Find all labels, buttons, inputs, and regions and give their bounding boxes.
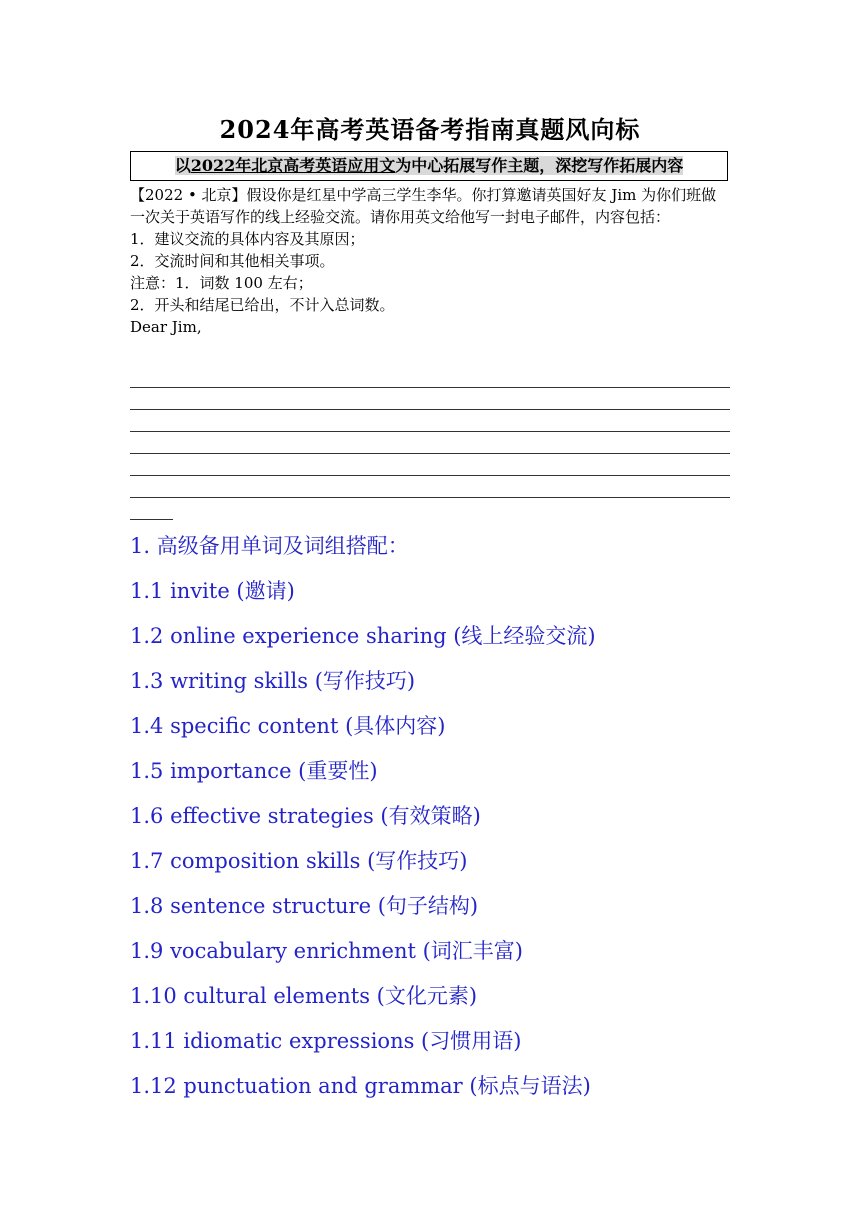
writing-prompt bbox=[130, 184, 730, 338]
vocab-item: 1.3 writing skills (写作技巧) bbox=[130, 669, 416, 693]
vocab-item: 1.8 sentence structure (句子结构) bbox=[130, 894, 479, 918]
answer-line bbox=[130, 366, 730, 388]
answer-line bbox=[130, 476, 730, 498]
subtitle-text bbox=[175, 156, 684, 175]
vocab-heading: 1. 高级备用单词及词组搭配： bbox=[130, 534, 409, 558]
subtitle-box bbox=[130, 151, 728, 181]
vocab-item: 1.7 composition skills (写作技巧) bbox=[130, 849, 468, 873]
letter-salutation: Dear Jim, bbox=[130, 318, 202, 336]
prompt-point-2: 2．交流时间和其他相关事项。 bbox=[130, 252, 335, 270]
prompt-intro: 【2022 • 北京】假设你是红星中学高三学生李华。你打算邀请英国好友 Jim 为你们班做一次关于英语写作的线上经验交流。请你用英文给他写一封电子邮件，内容包括： bbox=[130, 186, 717, 226]
page-title: 2024年高考英语备考指南真题风向标 bbox=[219, 115, 641, 144]
vocab-item: 1.4 specific content (具体内容) bbox=[130, 714, 446, 738]
vocab-item: 1.5 importance (重要性) bbox=[130, 759, 378, 783]
vocab-item: 1.1 invite (邀请) bbox=[130, 579, 295, 603]
prompt-note-1: 注意：1．词数 100 左右； bbox=[130, 274, 313, 292]
answer-line bbox=[130, 454, 730, 476]
subtitle-prefix: 以 bbox=[174, 156, 191, 175]
vocab-item: 1.9 vocabulary enrichment (词汇丰富) bbox=[130, 939, 524, 963]
vocab-item: 1.6 effective strategies (有效策略) bbox=[130, 804, 481, 828]
answer-line bbox=[130, 432, 730, 454]
vocab-item: 1.11 idiomatic expressions (习惯用语) bbox=[130, 1029, 522, 1053]
vocab-item: 1.10 cultural elements (文化元素) bbox=[130, 984, 478, 1008]
vocab-section bbox=[130, 530, 730, 1115]
answer-line bbox=[130, 410, 730, 432]
answer-line-short bbox=[130, 498, 173, 520]
vocab-item: 1.2 online experience sharing (线上经验交流) bbox=[130, 624, 596, 648]
prompt-point-1: 1．建议交流的具体内容及其原因； bbox=[130, 230, 365, 248]
answer-line bbox=[130, 388, 730, 410]
answer-lines bbox=[130, 366, 730, 520]
prompt-note-2: 2．开头和结尾已给出，不计入总词数。 bbox=[130, 296, 395, 314]
vocab-item: 1.12 punctuation and grammar (标点与语法) bbox=[130, 1074, 591, 1098]
subtitle-underlined: 2022年北京高考英语应用文 bbox=[190, 156, 396, 175]
subtitle-suffix: 为中心拓展写作主题，深挖写作拓展内容 bbox=[395, 156, 684, 175]
